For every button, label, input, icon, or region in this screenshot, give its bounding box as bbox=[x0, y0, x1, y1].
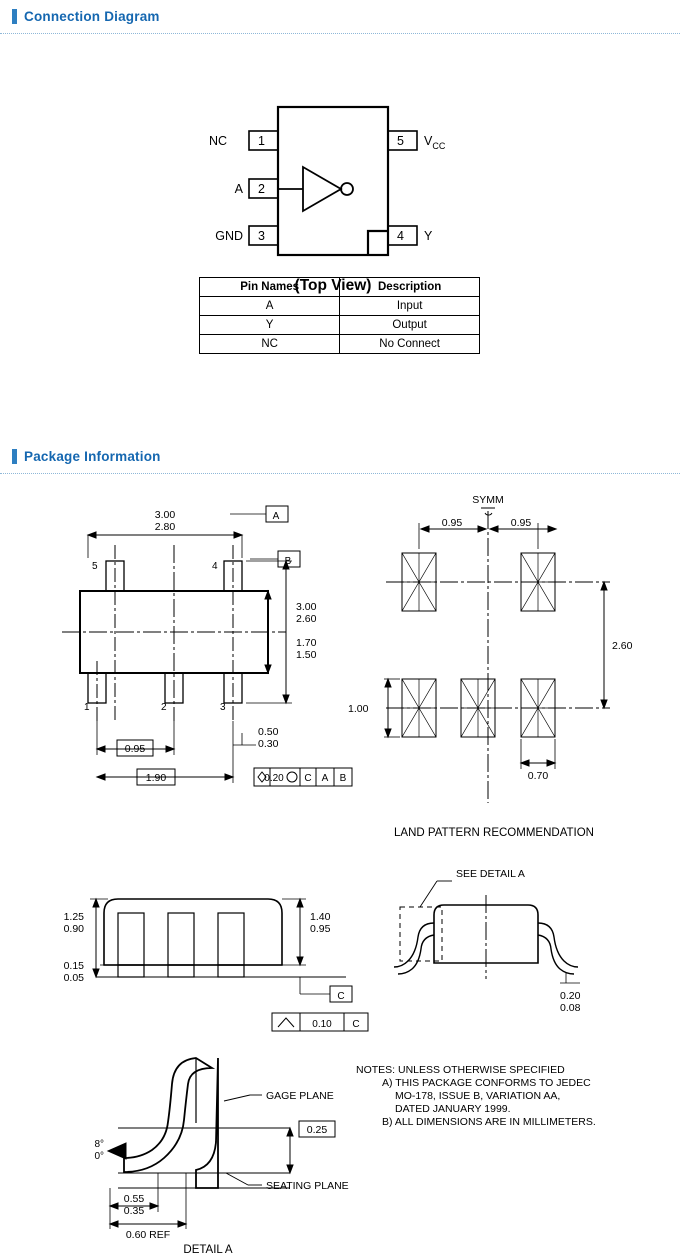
side-standoff-min: 0.05 bbox=[63, 972, 84, 984]
dim-lead-width-max: 0.50 bbox=[258, 726, 279, 738]
land-pad-width: 0.70 bbox=[527, 770, 549, 782]
pin-number-2: 2 bbox=[161, 702, 167, 713]
gage-plane-label: GAGE PLANE bbox=[266, 1090, 334, 1102]
seating-plane-label: SEATING PLANE bbox=[266, 1180, 349, 1192]
pin-label-vcc: $V_{CC}$ bbox=[424, 134, 446, 151]
datum-c-ref: C bbox=[304, 773, 312, 784]
table-header-description: Description bbox=[340, 278, 480, 297]
detail-ref-dim: 0.60 REF bbox=[125, 1229, 171, 1241]
detail-lead-len-min: 0.35 bbox=[123, 1205, 145, 1217]
side-height-min: 0.90 bbox=[63, 923, 84, 935]
section-accent-bar bbox=[12, 449, 17, 464]
land-height: 2.60 bbox=[612, 640, 633, 652]
pin-label-nc: NC bbox=[208, 134, 227, 148]
pin-number-2: 2 bbox=[258, 182, 265, 196]
tolerance-value: 0.20 bbox=[264, 773, 284, 784]
detail-callout: SEE DETAIL A bbox=[456, 868, 525, 880]
dim-body-max: 1.70 bbox=[296, 637, 317, 649]
table-header-row bbox=[200, 278, 480, 297]
side-flatness-datum: C bbox=[352, 1019, 360, 1030]
cell-description: Output bbox=[340, 316, 480, 335]
notes-item: A) THIS PACKAGE CONFORMS TO JEDEC bbox=[382, 1077, 591, 1089]
dim-span: 1.90 bbox=[145, 772, 167, 784]
side-datum-c: C bbox=[337, 991, 345, 1002]
side-height-max: 1.25 bbox=[63, 911, 84, 923]
cell-pin-name: Y bbox=[200, 316, 340, 335]
table-header-pin-names: Pin Names bbox=[200, 278, 340, 297]
dim-body-min: 1.50 bbox=[296, 649, 317, 661]
pin-number-3: 3 bbox=[258, 229, 265, 243]
section-divider-connection bbox=[0, 33, 680, 34]
package-end-view bbox=[394, 881, 580, 983]
table-row bbox=[200, 297, 480, 316]
pin-description-table bbox=[199, 277, 480, 354]
cell-pin-name: NC bbox=[200, 335, 340, 354]
table-row bbox=[200, 335, 480, 354]
land-pad-height: 1.00 bbox=[348, 703, 369, 715]
cell-pin-name: A bbox=[200, 297, 340, 316]
detail-angle-max: 8° bbox=[94, 1139, 104, 1150]
notes-heading: NOTES: UNLESS OTHERWISE SPECIFIED bbox=[356, 1064, 565, 1076]
dim-lead-width-min: 0.30 bbox=[258, 738, 279, 750]
land-pattern-caption: LAND PATTERN RECOMMENDATION bbox=[394, 827, 594, 839]
side-flatness: 0.10 bbox=[312, 1019, 332, 1030]
datum-a-label: A bbox=[272, 511, 280, 522]
pin-label-gnd: GND bbox=[215, 229, 243, 243]
land-pitch-left: 0.95 bbox=[441, 517, 463, 529]
detail-angle-min: 0° bbox=[94, 1151, 104, 1162]
pin-label-y: Y bbox=[424, 229, 433, 243]
pin-number-1: 1 bbox=[258, 134, 265, 148]
cell-description: Input bbox=[340, 297, 480, 316]
notes-item: DATED JANUARY 1999. bbox=[395, 1103, 511, 1115]
land-pattern-drawing bbox=[384, 508, 610, 803]
side-body-max: 1.40 bbox=[310, 911, 331, 923]
section-divider-package bbox=[0, 473, 680, 474]
pin-number-5: 5 bbox=[92, 561, 98, 572]
pin-number-1: 1 bbox=[84, 702, 90, 713]
table-row bbox=[200, 316, 480, 335]
dim-height-min: 2.60 bbox=[296, 613, 317, 625]
side-body-min: 0.95 bbox=[310, 923, 331, 935]
section-header-package-information bbox=[0, 448, 680, 466]
section-header-connection-diagram bbox=[0, 8, 680, 26]
side-standoff-max: 0.15 bbox=[63, 960, 84, 972]
detail-lead-len-max: 0.55 bbox=[123, 1193, 145, 1205]
pin-number-3: 3 bbox=[220, 702, 226, 713]
detail-a-title: DETAIL A bbox=[183, 1244, 233, 1256]
datum-b-ref: B bbox=[339, 773, 347, 784]
dim-width-max: 3.00 bbox=[154, 509, 176, 521]
pin-number-4: 4 bbox=[212, 561, 218, 572]
section-title: Package Information bbox=[24, 449, 161, 465]
section-accent-bar bbox=[12, 9, 17, 24]
land-pitch-right: 0.95 bbox=[510, 517, 532, 529]
pin-label-a: A bbox=[234, 182, 243, 196]
package-drawings bbox=[0, 483, 680, 1257]
symm-label: SYMM bbox=[472, 494, 504, 506]
datum-a-ref: A bbox=[321, 773, 329, 784]
section-title: Connection Diagram bbox=[24, 9, 160, 25]
dim-height-max: 3.00 bbox=[296, 601, 317, 613]
top-view-caption: (Top View) bbox=[294, 277, 372, 294]
detail-gage-dim: 0.25 bbox=[306, 1124, 328, 1136]
end-lead-thk-max: 0.20 bbox=[560, 990, 581, 1002]
notes-item: B) ALL DIMENSIONS ARE IN MILLIMETERS. bbox=[382, 1116, 596, 1128]
datum-b-label: B bbox=[284, 556, 292, 567]
end-lead-thk-min: 0.08 bbox=[560, 1002, 581, 1014]
pin-number-4: 4 bbox=[397, 229, 404, 243]
dim-width-min: 2.80 bbox=[154, 521, 176, 533]
notes-item: MO-178, ISSUE B, VARIATION AA, bbox=[395, 1090, 561, 1102]
dim-pitch: 0.95 bbox=[124, 743, 146, 755]
cell-description: No Connect bbox=[340, 335, 480, 354]
pin-number-5: 5 bbox=[397, 134, 404, 148]
